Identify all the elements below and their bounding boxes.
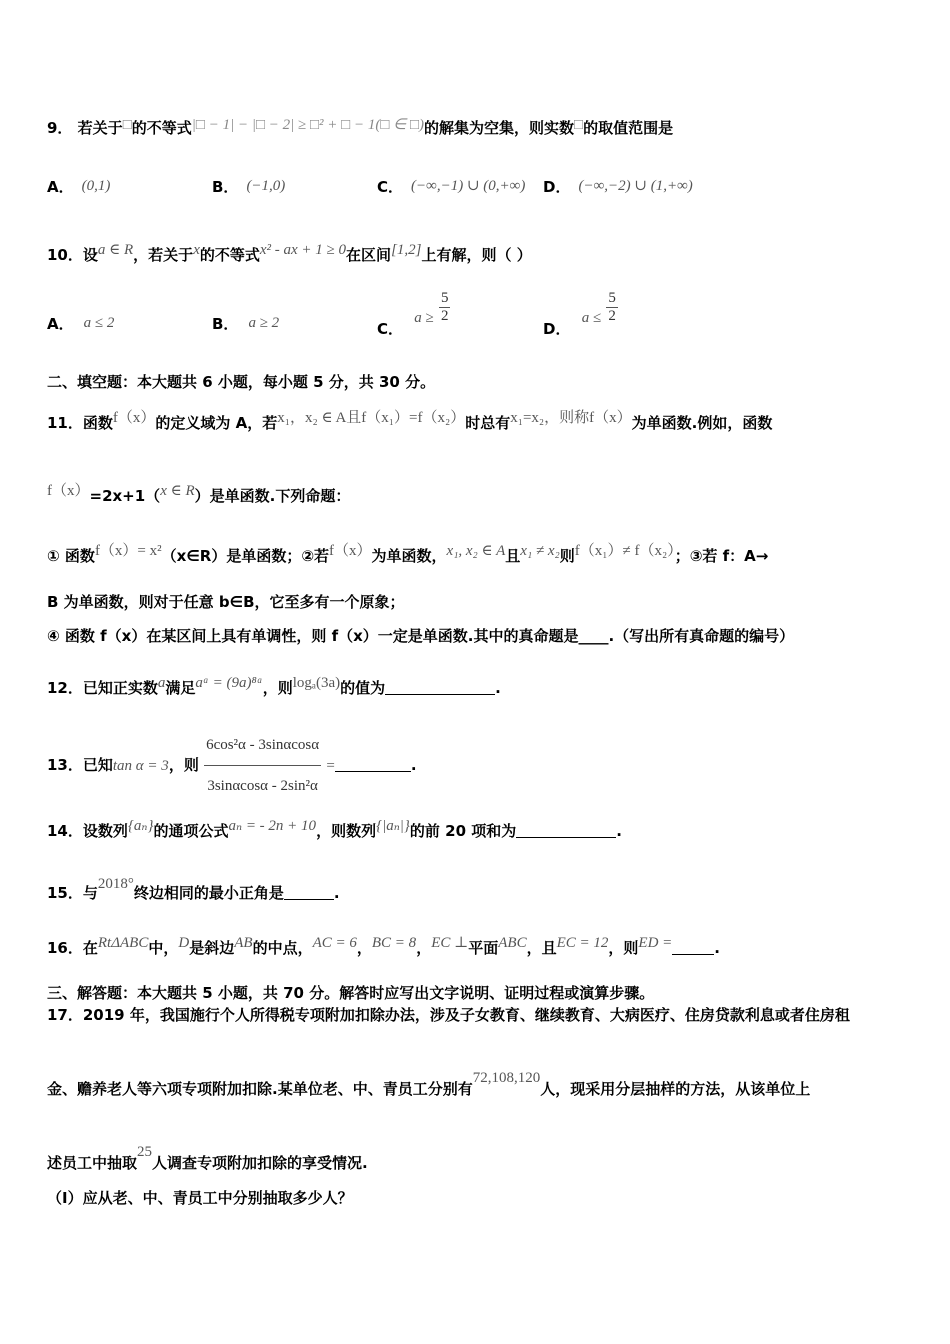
missing-symbol: □ — [122, 117, 132, 133]
q11-number: 11． — [47, 414, 83, 432]
q11-line-3: ① 函数f（x）= x²（x∈R）是单函数；②若f（x）为单函数，x₁, x₂ ∈ A且x₁ ≠ x₂则f（x₁）≠ f（x₂）；③若 f：A→ — [47, 543, 769, 565]
section-fill-in-heading: 二、填空题：本大题共 6 小题，每小题 5 分，共 30 分。 — [47, 373, 436, 391]
q9-option-b[interactable]: B． (−1,0) — [212, 178, 286, 196]
q11-line-2: f（x）=2x+1（x ∈ R）是单函数.下列命题： — [47, 483, 351, 505]
q12-number: 12． — [47, 679, 83, 697]
q10-option-a[interactable]: A． a ≤ 2 — [47, 315, 115, 333]
q13-fraction: $\frac{\text{6cos²α - 3sinαcosα}}{\text{3sinαcosα - 2sin²α}}$ — [204, 725, 321, 806]
q9-inequality: |□ − 1| − |□ − 2| ≥ □² + □ − 1(□ ∈ □) — [191, 117, 425, 133]
q17-line-3: 述员工中抽取25人调查专项附加扣除的享受情况. — [47, 1144, 368, 1172]
answer-blank[interactable] — [284, 885, 334, 900]
q9-stem: 9． 若关于□的不等式|□ − 1| − |□ − 2| ≥ □² + □ − 1(□ ∈ □)的解集为空集，则实数□的取值范围是 — [47, 117, 674, 137]
answer-blank[interactable] — [385, 680, 495, 695]
fraction: $\frac{5}{2}$ — [440, 290, 449, 324]
q16-number: 16． — [47, 939, 83, 957]
q11-line-4: B 为单函数，则对于任意 b∈B，它至多有一个原象； — [47, 593, 405, 611]
q9-option-c[interactable]: C． (−∞,−1) ∪ (0,+∞) — [377, 178, 526, 196]
q17-part-1: （I）应从老、中、青员工中分别抽取多少人？ — [47, 1189, 353, 1207]
q13-number: 13． — [47, 756, 83, 774]
q15-number: 15． — [47, 884, 83, 902]
q14-stem: 14．设数列{aₙ}的通项公式aₙ = - 2n + 10，则数列{|aₙ|}的前 20 项和为 . — [47, 818, 622, 840]
q15-stem: 15．与2018°终边相同的最小正角是 . — [47, 876, 340, 902]
q10-option-d[interactable]: D． a ≤ $\frac{5}{2}$ — [543, 290, 616, 338]
q11-line-1: 11．函数f（x）的定义域为 A，若x₁，x₂ ∈ A且f（x₁）=f（x₂）时总有x₁=x₂，则称f（x）为单函数.例如，函数 — [47, 410, 773, 432]
q17-line-1: 17．2019 年，我国施行个人所得税专项附加扣除办法，涉及子女教育、继续教育、大病医疗、住房贷款利息或者住房租 — [47, 1006, 850, 1024]
q12-stem: 12．已知正实数a满足aᵃ = (9a)⁸ᵃ，则logₐ(3a)的值为 . — [47, 675, 501, 697]
q10-number: 10． — [47, 246, 83, 264]
missing-symbol: □ — [574, 117, 584, 133]
q14-number: 14． — [47, 822, 83, 840]
section-solve-heading: 三、解答题：本大题共 5 小题，共 70 分。解答时应写出文字说明、证明过程或演算步骤。 — [47, 984, 655, 1002]
q16-stem: 16．在RtΔABC中，D是斜边AB的中点，AC = 6，BC = 8，EC ⊥平面ABC，且EC = 12，则ED = . — [47, 935, 720, 957]
q17-line-2: 金、赡养老人等六项专项附加扣除.某单位老、中、青员工分别有72,108,120人，现采用分层抽样的方法，从该单位上 — [47, 1070, 811, 1098]
q9-number: 9． — [47, 119, 73, 137]
answer-blank[interactable] — [516, 823, 616, 838]
q11-line-5: ④ 函数 f（x）在某区间上具有单调性，则 f（x）一定是单函数.其中的真命题是____.（写出所有真命题的编号） — [47, 627, 795, 645]
q10-stem: 10．设a ∈ R，若关于x的不等式x² - ax + 1 ≥ 0在区间[1,2]上有解，则（ ） — [47, 242, 532, 264]
q9-option-d[interactable]: D． (−∞,−2) ∪ (1,+∞) — [543, 178, 693, 196]
answer-blank[interactable] — [335, 757, 411, 772]
answer-blank[interactable] — [672, 940, 714, 955]
fraction: $\frac{5}{2}$ — [608, 290, 616, 324]
q10-option-c[interactable]: C． a ≥ $\frac{5}{2}$ — [377, 290, 449, 338]
q10-option-b[interactable]: B． a ≥ 2 — [212, 315, 280, 333]
q13-stem: 13．已知tan α = 3，则 $\frac{\text{6cos²α - 3sinαcosα}}{\text{3sinαcosα - 2sin²α}}$ = . — [47, 725, 417, 806]
q9-option-a[interactable]: A． (0,1) — [47, 178, 111, 196]
